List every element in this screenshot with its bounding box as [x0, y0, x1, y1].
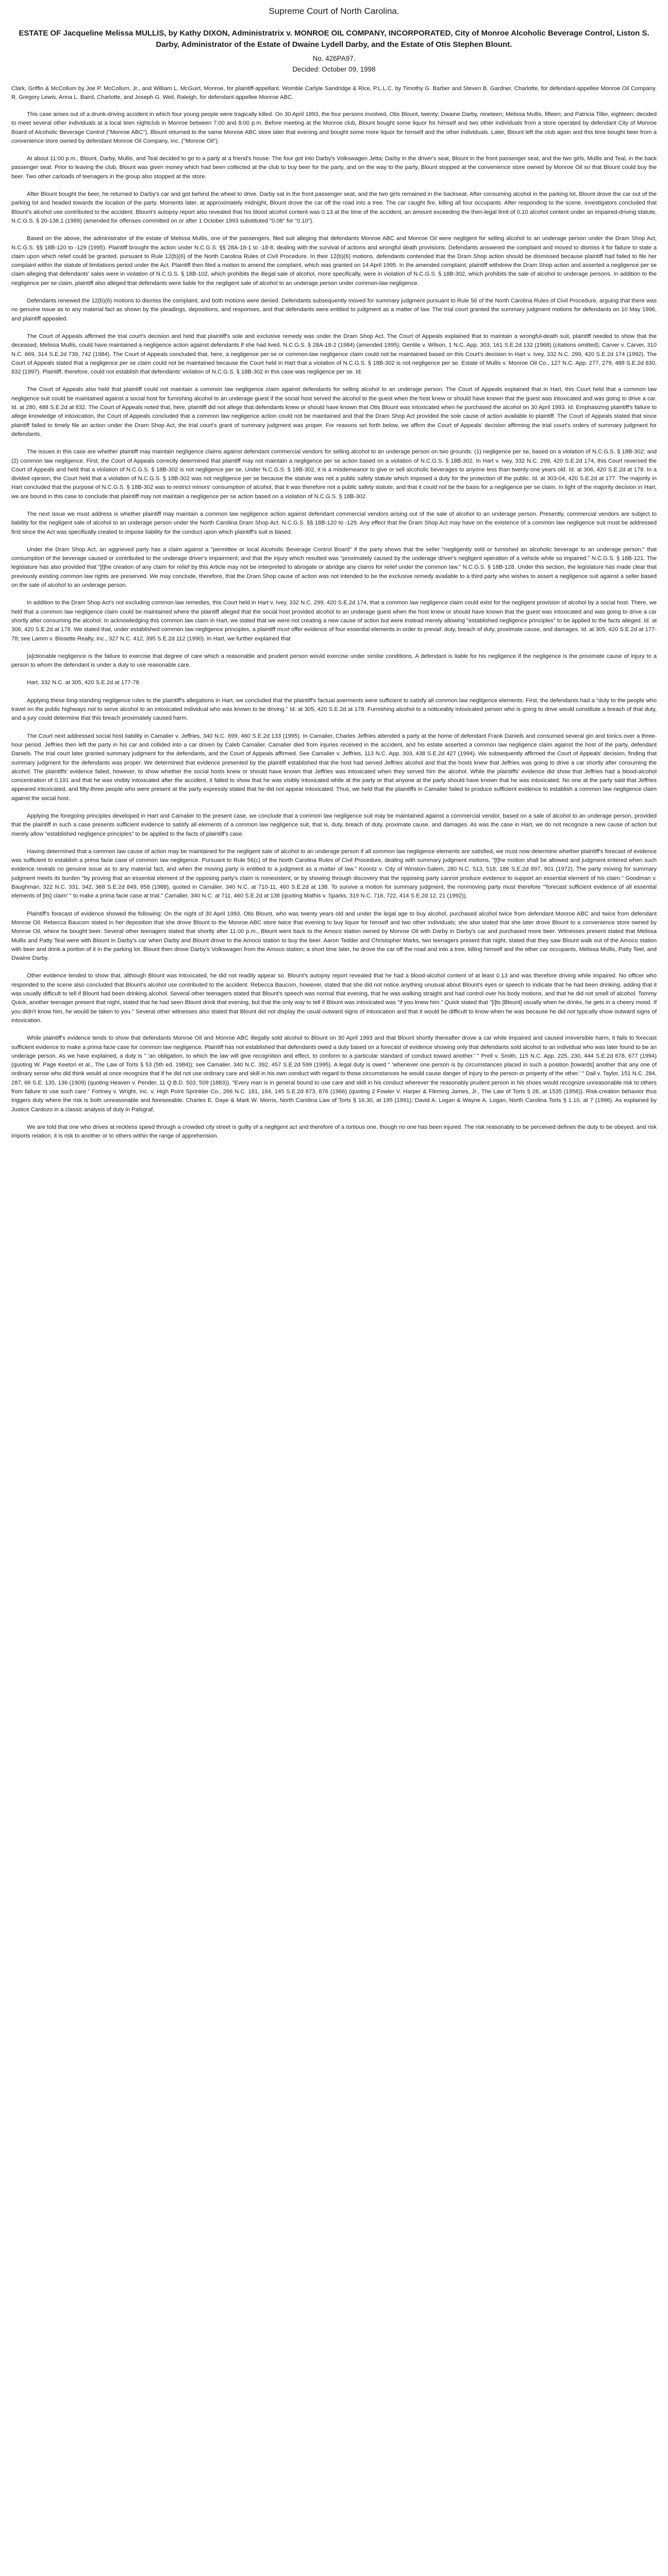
opinion-paragraph: In addition to the Dram Shop Act's not excluding common law remedies, this Court held in Hart v. Ivey, 332 N.C. 299, 420 S.E.2d 174, that a common law negligence claim could exist for the negligent provision of alcohol by a social host. There, we held that a common law negligence claim could be maintained where the plaintiff alleged that the social host provided alcohol to an underage guest when the host knew or should have known that the guest was intoxicated and was going to drive a car shortly after consuming the alcohol. In acknowledging this common law claim in Hart, we stated that we were not creating a new cause of action but were instead merely allowing "established negligence principles" to be applied to the facts alleged. Id. at 306, 420 S.E.2d at 178. We stated that, under established common law negligence principles, a plaintiff must offer evidence of four essential elements in order to prevail: duty, breach of duty, proximate cause, and damages. Id. at 305, 420 S.E.2d at 177-78; see Lamm v. Bissette Realty, Inc., 327 N.C. 412, 395 S.E.2d 112 (1990). In Hart, we further explained that [11, 600, 657, 642]
opinion-paragraph: Defendants renewed the 12(b)(6) motions to dismiss the complaint, and both motions were denied. Defendants subsequently moved for summary judgment pursuant to Rule 56 of the North Carolina Rules of Civil Procedure, arguing that there was no genuine issue as to any material fact as shown by the pleadings, depositions, and responses, and that defendants were entitled to judgment as a matter of law. The trial court granted the summary judgment motions for defendants on 10 May 1996, and plaintiff appealed. [11, 298, 657, 322]
opinion-paragraph: Based on the above, the administrator of the estate of Melissa Mullis, one of the passengers, filed suit alleging that defendants Monroe ABC and Monroe Oil were negligent for selling alcohol to an underage person under the Dram Shop Act, N.C.G.S. §§ 18B-120 to -129 (1995). Plaintiff brought the action under N.C.G.S. §§ 28A-18-1 to -18-8, dealing with the survival of actions and wrongful death provisions. Defendants answered the complaint and moved to dismiss it for failure to state a claim upon which relief could be granted, pursuant to Rule 12(b)(6) of the North Carolina Rules of Civil Procedure. In their 12(b)(6) motions, defendants contended that the Dram Shop action should be dismissed because plaintiff had failed to file her complaint within the statute of limitations period under the Act. Plaintiff then filed a motion to amend the complaint, which was granted on 14 April 1995. In the amended complaint, plaintiff withdrew the Dram Shop action and asserted a negligence per se claim alleging that defendants' sales were in violation of N.C.G.S. § 18B-102, which prohibits the illegal sale of alcohol, more specifically, were in violation of N.C.G.S. § 18B-302, which prohibits the sale of alcohol to underage persons. In addition to the negligence per se claim, plaintiff also alleged that defendants were liable for the negligent sale of alcohol to an underage person under common-law negligence. [11, 235, 657, 286]
case-caption: ESTATE OF Jacqueline Melissa MULLIS, by Kathy DIXON, Administratrix v. MONROE OIL COMPANY, INCORPORATED, City of Monroe Alcoholic Beverage Control, Liston S. Darby, Administrator of the Estate of Dwaine Lydell Darby, and the Estate of Otis Stephen Blount. [19, 29, 649, 49]
opinion-paragraph: Applying the foregoing principles developed in Hart and Camalier to the present case, we conclude that a common law negligence suit may be maintained against a commercial vendor, based on a sale of alcohol to an underage person, provided that the plaintiff in such a case presents sufficient evidence to satisfy all elements of a common law negligence suit, that is, duty, breach of duty, proximate cause, and damages. As was the case in Hart, we do not recognize a new cause of action but merely allow "established negligence principles" to be applied to the facts of plaintiff's case. [11, 813, 657, 837]
opinion-paragraph: This case arises out of a drunk-driving accident in which four young people were tragically killed. On 30 April 1993, the four persons involved, Otis Blount, twenty; Dwaine Darby, nineteen; Melissa Mullis, fifteen; and Patricia Tiller, eighteen; decided to meet several other individuals at a local teen nightclub in Monroe between 7:00 and 8:00 p.m. Before meeting at the Monroe club, Blount bought some liquor for himself and two other individuals from a store operated by defendant City of Monroe Board of Alcoholic Beverage Control ("Monroe ABC"). Blount returned to the same Monroe ABC store later that evening and bought some more liquor for himself and the other individuals. Later, Blount left the club again and this time bought beer from a convenience store owned by defendant Monroe Oil Company, Inc. ("Monroe Oil"). [11, 111, 657, 144]
opinion-paragraph: The issues in this case are whether plaintiff may maintain negligence claims against defendant commercial vendors for selling alcohol to an underage person on two grounds: (1) negligence per se, based on a violation of N.C.G.S. § 18B-302; and (2) common law negligence. First, the Court of Appeals correctly determined that plaintiff may not maintain a negligence per se action based on a violation of N.C.G.S. § 18B-302. In Hart v. Ivey, 332 N.C. 299, 420 S.E.2d 174, this Court reversed the Court of Appeals and held that a violation of N.C.G.S. § 18B-302 is not negligence per se. Under N.C.G.S. § 18B-302, it is a misdemeanor to give or sell alcoholic beverages to anyone less than twenty-one years old. Id. at 306, 420 S.E.2d at 178. In a divided opinion, the Court held that a violation of N.C.G.S. § 18B-302 was not negligence per se because the statute was not a public safety statute which imposed a duty for the protection of the public. Id. at 303-04, 420 S.E.2d at 177. The majority in Hart concluded that the purpose of N.C.G.S. § 18B-302 was to restrict minors' consumption of alcohol, that it was therefore not a public safety statute, and that it could not be the basis for a negligence per se claim. In light of the majority decision in Hart, we are bound in this case to conclude that plaintiff may not maintain a negligence per se action based on a violation of N.C.G.S. § 18B-302. [11, 449, 657, 500]
opinion-paragraph: Hart, 332 N.C. at 305, 420 S.E.2d at 177-78. [27, 680, 141, 686]
opinion-body [11, 110, 657, 1141]
counsel-listing: Clark, Griffin & McCollum by Joe P. McCollum, Jr., and William L. McGuirt, Monroe, for plaintiff-appellant. Womble Carlyle Sandridge & Rice, P.L.L.C. by Timothy G. Barber and Steven B. Gardner, Charlotte, for defendant-appellee Monroe Oil Company. R. Gregory Lewis, Anna L. Baird, Charlotte, and Joseph G. Weil, Raleigh, for defendant-appellee Monroe ABC. [11, 86, 657, 100]
opinion-page [11, 0, 657, 1141]
opinion-paragraph: Having determined that a common law cause of action may be maintained for the negligent sale of alcohol to an underage person if all common law negligence elements are satisfied, we must now determine whether plaintiff's forecast of evidence was sufficient to establish a prima facie case of common law negligence. Pursuant to Rule 56(c) of the North Carolina Rules of Civil Procedure, dealing with summary judgment motions, "[t]he motion shall be allowed and judgment entered when such evidence reveals no genuine issue as to any material fact, and when the moving party is entitled to a judgment as a matter of law." Koontz v. City of Winston-Salem, 280 N.C. 513, 518, 186 S.E.2d 897, 901 (1972). The party moving for summary judgment meets its burden "by proving that an essential element of the opposing party's claim is nonexistent, or by showing through discovery that the opposing party cannot produce evidence to support an essential element of his claim." Goodman v. Baughman, 322 N.C. 331, 342, 368 S.E.2d 849, 858 (1988), quoted in Camalier, 340 N.C. at 710-11, 460 S.E.2d at 138. To survive a motion for summary judgment, the nonmoving party must therefore "'forecast sufficient evidence of all essential elements of [its] claim' " to make a prima facie case at trial." Camalier, 340 N.C. at 711, 460 S.E.2d at 138 (quoting Mathis v. Sparks, 319 N.C. 716, 722, 414 S.E.2d 12, 21 (1992)). [11, 848, 657, 900]
opinion-paragraph: The Court next addressed social host liability in Camalier v. Jeffries, 340 N.C. 699, 460 S.E.2d 133 (1995). In Camalier, Charles Jeffries attended a party at the home of defendant Frank Daniels and consumed several gin and tonics over a three-hour period. Jeffries then left the party in his car and collided into a car driven by Caleb Camalier. Camalier died from injuries received in the accident, and his estate asserted a common law negligence claim against the host of the party, defendant Daniels. The trial court later granted summary judgment for the defendants, and the Court of Appeals affirmed. See Camalier v. Jeffries, 113 N.C. App. 303, 438 S.E.2d 427 (1994). We subsequently affirmed the Court of Appeals' decision, finding that summary judgment for the defendants was proper. We determined that evidence presented by the plaintiff established that the host had served Jeffries alcohol and that the hosts knew that Jeffries was going to drive a car shortly after consuming the alcohol. The plaintiffs' evidence failed, however, to show whether the social hosts knew or should have known that Jeffries was intoxicated when they served him the alcohol. While the plaintiffs' evidence did show that Jeffries had a blood-alcohol concentration of 0.191 and that he was visibly intoxicated after the accident, it failed to show that he was visibly intoxicated while at the party or that anyone at the party should have known that he was intoxicated. No one at the party said that Jeffries appeared intoxicated, and fifty-three people who were present at the party expressly stated that he did not appear intoxicated. Thus, we held that the plaintiffs in Camalier failed to produce sufficient evidence to establish a common law negligence claim against the social host. [11, 733, 657, 802]
opinion-paragraph: While plaintiff's evidence tends to show that defendants Monroe Oil and Monroe ABC illegally sold alcohol to Blount on 30 April 1993 and that Blount shortly thereafter drove a car while impaired and caused irreversible harm, it fails to forecast sufficient evidence to make a prima facie case for common law negligence. Plaintiff has not established that defendants owed a duty based on a forecast of evidence showing only that defendants sold alcohol to an individual who was later found to be an underage person. As we have explained, a duty is " 'an obligation, to which the law will give recognition and effect, to conform to a particular standard of conduct toward another.' " Prell v. Smith, 115 N.C. App. 225, 230, 444 S.E.2d 678, 677 (1994) (quoting W. Page Keeton et al., The Law of Torts § 53 (5th ed. 1984)); see Camalier, 340 N.C. 392, 457 S.E.2d 599 (1995). A legal duty is owed " 'whenever one person is by circumstances placed in such a position [towards] another that any one of ordinary sense who did think would at once recognize that if he did not use ordinary care and skill in his own conduct with regard to those circumstances he would cause danger of injury to the person or property of the other.' " Dail v. Taylor, 151 N.C. 284, 287, 66 S.E. 135, 136 (1909) (quoting Heaven v. Pender, 11 Q.B.D. 503, 509 (1883)). "Every man is in general bound to use care and skill in his conduct wherever the reasonably prudent person in his shoes would recognize unreasonable risk to others from failure to use such care." Fortney v. Wright, Inc. v. High Point Sprinkler Co., 266 N.C. 181, 184, 145 S.E.2d 873, 876 (1966) (quoting 2 Fowler V. Harper & Fleming James, Jr., The Law of Torts § 28, at 1535 (1956)). Risk-creation behavior thus triggers duty where the risk is both unreasonable and foreseeable. Charles E. Daye & Mark W. Morris, North Carolina Law of Torts § 16.30, at 195 (1991); David A. Logan & Wayne A. Logan, North Carolina Torts § 1.10, at 7 (1996). As explained by Justice Cardozo in a classic analysis of duty in Palsgraf, [11, 1035, 657, 1113]
opinion-paragraph: The next issue we must address is whether plaintiff may maintain a common law negligence action against defendant commercial vendors arising out of the sale of alcohol to an underage person. Presently, commercial vendors are subject to liability for the negligent sale of alcohol to an underage person under the North Carolina Dram Shop Act. N.C.G.S. §§ 18B-120 to -129. Any effect that the Dram Shop Act may have on the existence of a common law negligence suit must be addressed first since the Act was specifically created to impose liability for the conduct upon which plaintiff's suit is based. [11, 511, 657, 535]
opinion-paragraph: The Court of Appeals affirmed the trial court's decision and held that plaintiff's sole and exclusive remedy was under the Dram Shop Act. The Court of Appeals explained that to maintain a wrongful-death suit, plaintiff needed to show that the deceased, Melissa Mullis, could have maintained a negligence action against defendants if she had lived. N.C.G.S. § 28A-18-2 (1984) (amended 1995); Gentile v. Wilson, 1 N.C. App. 303, 161 S.E.2d 132 (1968) (citations omitted); Carver v. Carver, 310 N.C. 669, 314 S.E.2d 739, 742 (1984). The Court of Appeals concluded that, here, a negligence per se or common-law negligence claim could not be maintained based on this Court's decision in Hart v. Ivey, 332 N.C. 299, 420 S.E.2d 174 (1992). The Court of Appeals stated that a negligence per se claim could not be maintained because the Court held in Hart that a violation of N.C.G.S. § 18B-302 is not negligence per se. Estate of Mullis v. Monroe Oil Co., 127 N.C. App. 277, 279, 488 S.E.2d 830, 832 (1997). Plaintiff, therefore, could not establish that defendants' violation of N.C.G.S. § 18B-302 in this case was negligence per se. Id. [11, 333, 657, 376]
opinion-paragraph: Plaintiff's forecast of evidence showed the following: On the night of 30 April 1993, Otis Blount, who was twenty years old and under the legal age to buy alcohol, purchased alcohol twice from defendant Monroe ABC and twice from defendant Monroe Oil. Rebecca Baucom stated in her deposition that she drove Blount to the Monroe ABC store twice that evening to buy liquor for himself and two other individuals; she also stated that she later drove Blount to a convenience store owned by Monroe Oil, where he bought beer. Several other teenagers stated that shortly after 11:00 p.m., Blount went back to the Amoco station owned by Monroe Oil with Darby in Darby's car and purchased more beer. Witnesses present stated that Melissa Mullis and Patty Teal were with Blount in Darby's car when Darby and Blount drove to the Amoco station to buy the beer. Aaron Tedder and Christopher Marks, two teenagers present that night, stated that they saw Blount walk out of the Amoco station with beer and drink a portion of it in the parking lot. Blount then drove Darby's Volkswagen from the Amoco station; a short time later, he drove the car off the road and into a tree, killing himself and the other car occupants, Melissa Mullis, Patty Teel, and Dwaine Darby. [11, 910, 657, 962]
opinion-paragraph: The Court of Appeals also held that plaintiff could not maintain a common law negligence claim against defendants for selling alcohol to an underage person. The Court of Appeals explained that in Hart, this Court held that a common law negligence suit could be maintained against a social host for furnishing alcohol to an underage guest if the social host served the alcohol to the guest when the host knew or should have known that the guest was intoxicated and was going to drive a car. Id. at 280, 488 S.E.2d at 832. The Court of Appeals noted that, here, plaintiff did not allege that defendants knew or should have known that Otis Blount was intoxicated when he purchased the alcohol on 30 April 1993. Id. Emphasizing plaintiff's failure to allege knowledge of intoxication, the Court of Appeals concluded that a common law negligence action could not be maintained and that the Dram Shop Act provided the sole cause of action available to plaintiff. The Court of Appeals stated that since plaintiff failed to timely file an action under the Dram Shop Act, the trial court's grant of summary judgment was proper. For reasons set forth below, we affirm the Court of Appeals' decision affirming the trial court's orders of summary judgment for defendants. [11, 386, 657, 437]
opinion-paragraph: Applying these long-standing negligence rules to the plaintiff's allegations in Hart, we concluded that the plaintiff's factual averments were sufficient to satisfy all common law negligence elements. First, the defendants had a "duty to the people who travel on the public highways not to serve alcohol to an intoxicated individual who was known to be driving." Id. at 305, 420 S.E.2d at 178. Furnishing alcohol to a noticeably intoxicated person who is going to drive would constitute a breach of that duty, and a jury could determine that this breach proximately caused harm. [11, 697, 657, 722]
opinion-paragraph: Other evidence tended to show that, although Blount was intoxicated, he did not readily appear so. Blount's autopsy report revealed that he had a blood-alcohol content of at least 0.13 and was therefore driving while impaired. No officer who responded to the scene also concluded that Blount's alcohol use contributed to the accident. Rebecca Baucom, however, stated that she did not notice anything unusual about Blount's eyes or speech to indicate that he had been drinking, adding that it was usually difficult to tell if Blount had been drinking alcohol. Several other teenagers stated that Blount's speech was normal that evening, that he was walking straight and had control over his body motions, and that he did not smell of alcohol. Tommy Quick, another teenager present that night, stated that he had seen Blount drink that evening, but that the only way to tell if Blount was intoxicated was "if you knew him." Quick stated that "[i]ts [Blount] usually when he drinks, he gets in a cheery mood. If you didn't know him, he would be taken to you." Several other witnesses also stated that Blount did not display the usual outward signs of intoxication and that it would be difficult to know when he was because he did not typically show outward signs of intoxication. [11, 973, 657, 1024]
docket-number: No. 426PA97. [312, 55, 356, 62]
decision-date: Decided: October 09, 1998 [292, 65, 376, 73]
court-name: Supreme Court of North Carolina. [269, 6, 399, 16]
opinion-paragraph: After Blount bought the beer, he returned to Darby's car and got behind the wheel to drive. Darby sat in the front passenger seat, and the two girls remained in the backseat. After consuming alcohol in the parking lot, Blount drove the car out of the parking lot and headed towards the location of the party. Moments later, at approximately midnight, Blount drove the car off the road into a tree. The car caught fire, killing all four occupants. After responding to the scene, investigators concluded that Blount's alcohol use contributed to the accident. Blount's autopsy report also revealed that his blood alcohol content was 0.13 at the time of the accident, an amount exceeding the then-legal limit of 0.10 alcohol content under an impaired-driving statute, N.C.G.S. § 20-138.1 (1989) (amended for offenses committed on or after 1 October 1993 substituted "0.08" for "0.10"). [11, 191, 657, 224]
opinion-paragraph: [a]ctionable negligence is the failure to exercise that degree of care which a reasonable and prudent person would exercise under similar conditions. A defendant is liable for his negligence if the negligence is the proximate cause of injury to a person to whom the defendant is under a duty to use reasonable care. [11, 653, 657, 669]
opinion-paragraph: Under the Dram Shop Act, an aggrieved party has a claim against a "permittee or local Alcoholic Beverage Control Board" if the party shows that the seller "negligently sold or furnished an alcoholic beverage to an underage person;" that consumption of the beverage caused or contributed to the underage driver's impairment; and that the injury which resulted was "proximately caused by the underage driver's negligent operation of a vehicle while so impaired." N.C.G.S. § 18B-121. The legislature has also provided that "[t]he creation of any claim for relief by this Article may not be interpreted to abrogate or abridge any claims for relief under the common law." N.C.G.S. § 18B-128. Under this section, the legislature has made clear that previously existing common law rights are preserved. We may conclude, therefore, that the Dram Shop cause of action was not intended to be the exclusive remedy available to a third party who wishes to assert a negligence suit against a seller based on the sale of alcohol to an underage person. [11, 546, 657, 589]
opinion-paragraph: We are told that one who drives at reckless speed through a crowded city street is guilty of a negligent act and therefore of a tortious one, though no one has been injured. The risk reasonably to be perceived defines the duty to be obeyed, and risk imports relation; it is risk to another or to others within the range of apprehension. [11, 1124, 657, 1140]
opinion-paragraph: At about 11:00 p.m., Blount, Darby, Mullis, and Teal decided to go to a party at a friend's house. The four got into Darby's Volkswagen Jetta; Darby in the driver's seat, Blount in the front passenger seat, and the two girls, Mullis and Teal, in the back passenger seat. Prior to leaving the club, Blount was given money which had been collected at the club to buy beer for the party, and on the way to the party, Blount stopped at the convenience store owned by Monroe Oil so that Blount could buy the beer. Two other carloads of teenagers in the group also stopped at the store. [11, 156, 657, 180]
